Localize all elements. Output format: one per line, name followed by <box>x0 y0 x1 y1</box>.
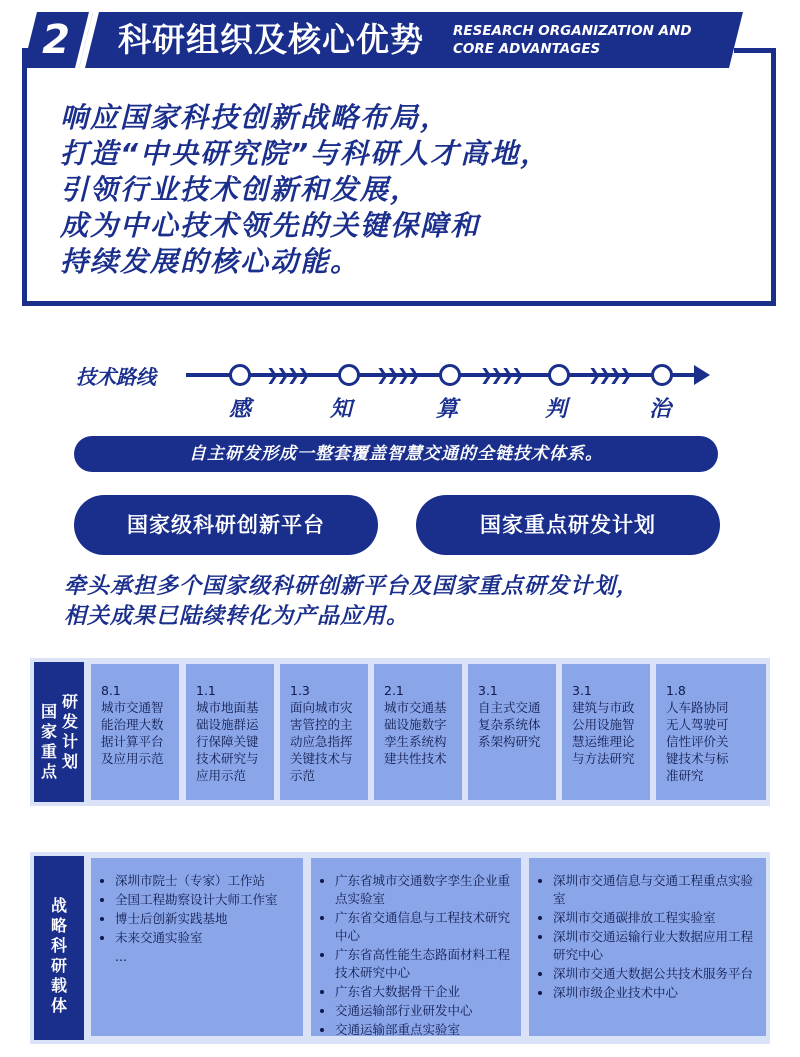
item-line: 能治理大数 <box>101 717 164 732</box>
item-line: 公用设施智 <box>572 717 635 732</box>
route-node-icon <box>229 364 251 386</box>
item-line: 人车路协同 <box>666 700 729 715</box>
platform-pill: 国家级科研创新平台 <box>74 495 378 555</box>
rd-plan-item <box>656 664 766 800</box>
list-item: • 广东省大数据骨干企业 <box>335 983 513 1001</box>
item-line: 建共性技术 <box>384 751 447 766</box>
item-code: 8.1 <box>101 683 121 698</box>
chevrons-icon: ❯❯❯❯ <box>376 365 418 384</box>
item-line: 城市交通智 <box>101 700 164 715</box>
carriers-list <box>321 872 513 1039</box>
stage-label: 判 <box>545 397 568 422</box>
more-ellipsis: ... <box>115 949 127 964</box>
label-char: 研 <box>50 956 67 975</box>
route-node-icon <box>548 364 570 386</box>
plan-pill: 国家重点研发计划 <box>416 495 720 555</box>
intro-line: 打造“中央研究院”与科研人才高地， <box>60 137 551 170</box>
list-item: • 深圳市级企业技术中心 <box>553 984 758 1002</box>
carriers-column-3 <box>529 858 766 1036</box>
list-item: • 广东省城市交通数字孪生企业重点实验室 <box>335 872 513 908</box>
item-line: 示范 <box>290 768 316 783</box>
label-char: 科 <box>50 936 67 955</box>
item-code: 1.8 <box>666 683 686 698</box>
stage-label: 感 <box>229 397 252 422</box>
item-line: 慧运维理论 <box>572 734 635 749</box>
label-char: 计 <box>61 732 78 751</box>
stage-label: 治 <box>649 397 672 422</box>
carriers-column-1 <box>91 858 303 1036</box>
summary-pill: 自主研发形成一整套覆盖智慧交通的全链技术体系。 <box>74 436 718 472</box>
rd-plan-item <box>562 664 650 800</box>
item-line: 孪生系统构 <box>384 734 447 749</box>
item-line: 与方法研究 <box>572 751 635 766</box>
item-code: 1.1 <box>196 683 216 698</box>
list-item: • 博士后创新实践基地 <box>115 910 295 928</box>
item-code: 1.3 <box>290 683 310 698</box>
list-item: • 深圳市交通运输行业大数据应用工程研究中心 <box>553 928 758 964</box>
label-char: 体 <box>50 996 67 1015</box>
rd-plan-item <box>280 664 368 800</box>
item-line: 行保障关键 <box>196 734 259 749</box>
carriers-column-2 <box>311 858 521 1036</box>
route-arrow-icon <box>694 365 710 385</box>
route-label: 技术路线 <box>76 365 156 389</box>
achievement-line: 相关成果已陆续转化为产品应用。 <box>64 604 410 629</box>
route-node-icon <box>651 364 673 386</box>
list-item: • 深圳市院士（专家）工作站 <box>115 872 295 890</box>
item-code: 3.1 <box>572 683 592 698</box>
label-char: 发 <box>61 712 78 731</box>
intro-line: 持续发展的核心动能。 <box>60 245 361 278</box>
item-line: 据计算平台 <box>101 734 164 749</box>
rd-plan-label <box>34 662 84 802</box>
rd-plan-label-col1 <box>61 692 79 772</box>
item-line: 城市地面基 <box>196 700 259 715</box>
label-char: 载 <box>50 976 67 995</box>
label-char: 重 <box>40 742 57 761</box>
item-code: 2.1 <box>384 683 404 698</box>
rd-plan-item <box>186 664 274 800</box>
route-node-icon <box>338 364 360 386</box>
frame-corner <box>734 48 776 53</box>
subtitle-line-2: CORE ADVANTAGES <box>453 41 601 57</box>
label-char: 研 <box>61 692 78 711</box>
item-line: 面向城市灾 <box>290 700 353 715</box>
item-line: 动应急指挥 <box>290 734 353 749</box>
list-item: • 广东省高性能生态路面材料工程技术研究中心 <box>335 946 513 982</box>
achievement-line: 牵头承担多个国家级科研创新平台及国家重点研发计划， <box>64 574 640 599</box>
carriers-label-col <box>50 896 68 1016</box>
list-item: • 全国工程勘察设计大师工作室 <box>115 891 295 909</box>
item-line: 准研究 <box>666 768 704 783</box>
intro-line: 引领行业技术创新和发展， <box>60 173 421 206</box>
carriers-list <box>101 872 295 947</box>
rd-plan-item <box>374 664 462 800</box>
label-char: 战 <box>50 896 67 915</box>
item-line: 技术研究与 <box>196 751 259 766</box>
item-line: 自主式交通 <box>478 700 541 715</box>
list-item: • 深圳市交通大数据公共技术服务平台 <box>553 965 758 983</box>
item-line: 系架构研究 <box>478 734 541 749</box>
item-line: 建筑与市政 <box>572 700 635 715</box>
section-number: 2 <box>42 17 70 63</box>
stage-label: 知 <box>330 397 353 422</box>
stage-label: 算 <box>436 397 459 422</box>
subtitle-line-1: RESEARCH ORGANIZATION AND <box>453 23 692 39</box>
item-code: 3.1 <box>478 683 498 698</box>
chevrons-icon: ❯❯❯❯ <box>480 365 522 384</box>
label-char: 家 <box>40 722 57 741</box>
intro-line: 响应国家科技创新战略布局， <box>60 101 451 134</box>
rd-plan-item <box>468 664 556 800</box>
intro-text <box>60 100 760 280</box>
carriers-label <box>34 856 84 1040</box>
list-item: • 广东省交通信息与工程技术研究中心 <box>335 909 513 945</box>
label-char: 国 <box>40 702 57 721</box>
carriers-list <box>539 872 758 1002</box>
item-line: 信性评价关 <box>666 734 729 749</box>
chevrons-icon: ❯❯❯❯ <box>588 365 630 384</box>
item-line: 复杂系统体 <box>478 717 541 732</box>
frame-corner <box>22 48 36 53</box>
item-line: 础设施数字 <box>384 717 447 732</box>
item-line: 关键技术与 <box>290 751 353 766</box>
chevrons-icon: ❯❯❯❯ <box>266 365 308 384</box>
list-item: • 未来交通实验室 <box>115 929 295 947</box>
section-title: 科研组织及核心优势 <box>118 20 424 59</box>
item-line: 无人驾驶可 <box>666 717 729 732</box>
item-line: 害管控的主 <box>290 717 353 732</box>
label-char: 点 <box>40 762 57 781</box>
list-item: • 交通运输部行业研发中心 <box>335 1002 513 1020</box>
label-char: 划 <box>61 752 78 771</box>
list-item: • 深圳市交通碳排放工程实验室 <box>553 909 758 927</box>
rd-plan-label-col2 <box>40 702 58 782</box>
rd-plan-item <box>91 664 179 800</box>
list-item: • 深圳市交通信息与交通工程重点实验室 <box>553 872 758 908</box>
item-line: 键技术与标 <box>666 751 729 766</box>
achievement-text <box>64 572 764 632</box>
item-line: 础设施群运 <box>196 717 259 732</box>
item-line: 及应用示范 <box>101 751 164 766</box>
route-node-icon <box>439 364 461 386</box>
label-char: 略 <box>50 916 67 935</box>
item-line: 应用示范 <box>196 768 247 783</box>
item-line: 城市交通基 <box>384 700 447 715</box>
intro-line: 成为中心技术领先的关键保障和 <box>60 209 481 242</box>
list-item: • 交通运输部重点实验室 <box>335 1021 513 1039</box>
